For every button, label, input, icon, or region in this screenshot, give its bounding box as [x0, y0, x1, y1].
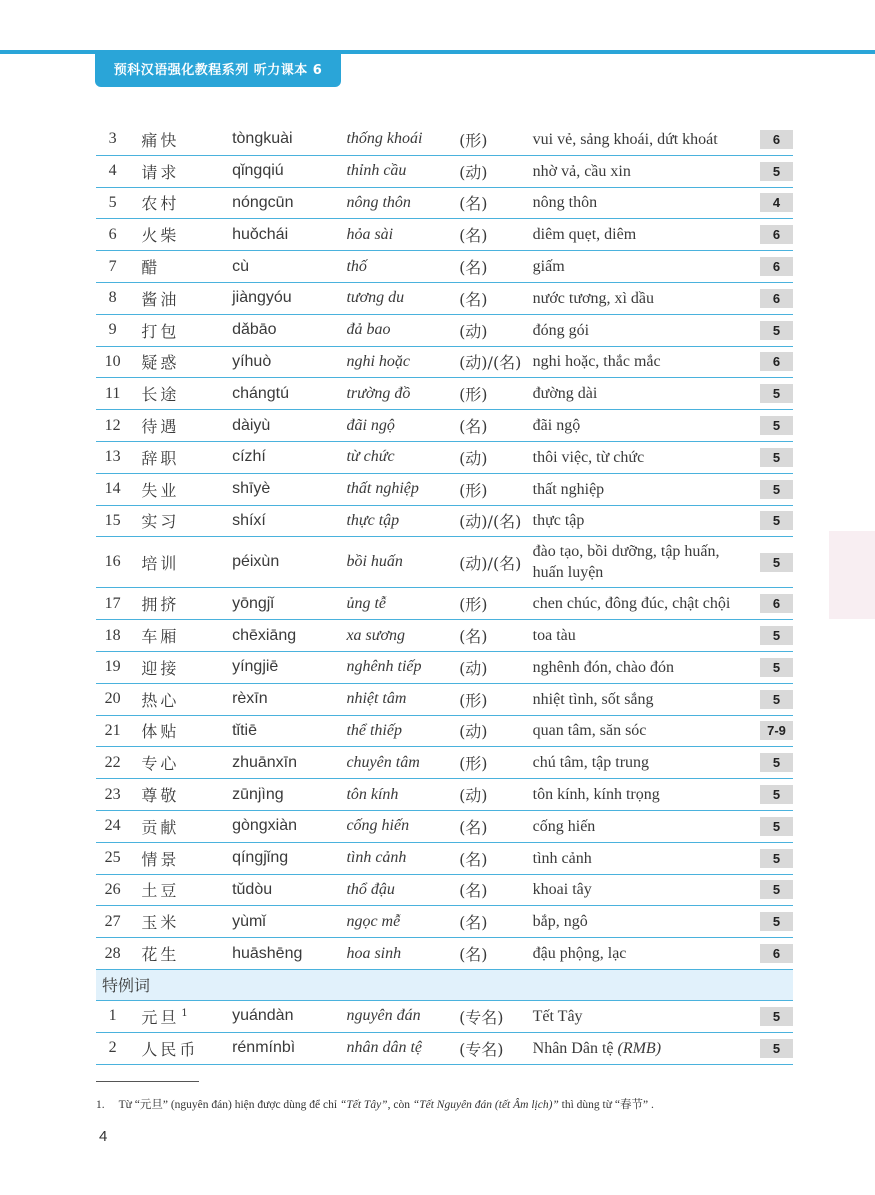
footnote-text-2: , còn: [387, 1099, 413, 1111]
part-of-speech: (形): [459, 124, 533, 155]
level-badge: 5: [760, 162, 793, 181]
meaning: vui vẻ, sảng khoái, dứt khoát: [533, 124, 749, 155]
pinyin: tǐtiē: [232, 715, 346, 747]
table-row: [96, 187, 793, 219]
level-cell: [748, 842, 793, 874]
meaning: tôn kính, kính trọng: [533, 779, 749, 811]
entry-number: 9: [96, 314, 129, 346]
section-title: 特例词: [96, 969, 793, 1000]
entry-number: 8: [96, 282, 129, 314]
entry-number: 19: [96, 651, 129, 683]
meaning: đãi ngộ: [533, 410, 749, 442]
meaning-italic: (RMB): [617, 1039, 662, 1057]
meaning: đóng gói: [533, 314, 749, 346]
pinyin: nóngcūn: [232, 187, 346, 219]
page-number: 4: [99, 1128, 108, 1145]
han-viet-reading: tôn kính: [346, 779, 459, 811]
level-cell: [748, 874, 793, 906]
level-badge: 7-9: [760, 721, 793, 740]
part-of-speech: (动): [459, 314, 533, 346]
level-cell: [748, 124, 793, 155]
entry-number: 3: [96, 124, 129, 155]
hanzi-cell: [129, 620, 232, 652]
hanzi-cell: [129, 1000, 232, 1032]
vocabulary-table: [96, 124, 793, 1065]
table-row: [96, 1000, 793, 1032]
hanzi-cell: [129, 505, 232, 537]
footnote-rule: [96, 1081, 199, 1082]
hanzi-cell: [129, 779, 232, 811]
meaning: nghi hoặc, thắc mắc: [533, 346, 749, 378]
hanzi-cell: [129, 187, 232, 219]
part-of-speech: (名): [459, 810, 533, 842]
table-row: [96, 715, 793, 747]
han-viet-reading: nông thôn: [346, 187, 459, 219]
hanzi: 疑惑: [141, 353, 180, 373]
entry-number: 20: [96, 683, 129, 715]
entry-number: 1: [96, 1000, 129, 1032]
level-badge: 5: [760, 817, 793, 836]
entry-number: 18: [96, 620, 129, 652]
part-of-speech: (名): [459, 938, 533, 970]
han-viet-reading: hỏa sài: [346, 219, 459, 251]
table-row: [96, 505, 793, 537]
entry-number: 24: [96, 810, 129, 842]
part-of-speech: (动): [459, 715, 533, 747]
meaning: thực tập: [533, 505, 749, 537]
hanzi-cell: [129, 683, 232, 715]
pinyin: gòngxiàn: [232, 810, 346, 842]
meaning: cống hiến: [533, 810, 749, 842]
hanzi-cell: [129, 251, 232, 283]
pinyin: yùmǐ: [232, 906, 346, 938]
hanzi-cell: [129, 715, 232, 747]
table-row: [96, 938, 793, 970]
level-cell: [748, 187, 793, 219]
level-cell: [748, 441, 793, 473]
part-of-speech: (动)/(名): [459, 505, 533, 537]
vocabulary-table-body: [96, 124, 793, 1064]
pinyin: jiàngyóu: [232, 282, 346, 314]
hanzi: 失业: [141, 480, 180, 500]
table-row: [96, 651, 793, 683]
level-cell: [748, 505, 793, 537]
level-badge: 6: [760, 289, 793, 308]
level-badge: 5: [760, 849, 793, 868]
table-row: [96, 779, 793, 811]
part-of-speech: (名): [459, 906, 533, 938]
pinyin: qǐngqiú: [232, 155, 346, 187]
entry-number: 26: [96, 874, 129, 906]
han-viet-reading: ủng tễ: [346, 588, 459, 620]
level-badge: 5: [760, 912, 793, 931]
pinyin: tǔdòu: [232, 874, 346, 906]
footnote: [96, 1096, 816, 1112]
level-cell: [748, 251, 793, 283]
hanzi-cell: [129, 219, 232, 251]
han-viet-reading: thỉnh cầu: [346, 155, 459, 187]
table-row: [96, 1032, 793, 1064]
hanzi-cell: [129, 410, 232, 442]
han-viet-reading: đãi ngộ: [346, 410, 459, 442]
level-badge: 5: [760, 1007, 793, 1026]
entry-number: 22: [96, 747, 129, 779]
meaning: diêm quẹt, diêm: [533, 219, 749, 251]
level-badge: 5: [760, 321, 793, 340]
part-of-speech: (动)/(名): [459, 537, 533, 588]
pinyin: shíxí: [232, 505, 346, 537]
hanzi: 请求: [141, 162, 180, 182]
hanzi: 花生: [141, 945, 180, 965]
pinyin: huāshēng: [232, 938, 346, 970]
hanzi: 体贴: [141, 722, 180, 742]
level-cell: [748, 314, 793, 346]
hanzi: 待遇: [141, 417, 180, 437]
table-row: [96, 441, 793, 473]
level-cell: [748, 651, 793, 683]
table-row: [96, 155, 793, 187]
part-of-speech: (形): [459, 683, 533, 715]
table-row: [96, 410, 793, 442]
footnote-reference: 1: [181, 1008, 188, 1020]
footnote-text-3: thì dùng từ “春节” .: [558, 1099, 654, 1111]
table-row: [96, 282, 793, 314]
table-row: [96, 810, 793, 842]
table-row: [96, 683, 793, 715]
han-viet-reading: bồi huấn: [346, 537, 459, 588]
entry-number: 6: [96, 219, 129, 251]
entry-number: 28: [96, 938, 129, 970]
side-tab: [829, 531, 875, 619]
level-cell: [748, 715, 793, 747]
pinyin: shīyè: [232, 473, 346, 505]
entry-number: 10: [96, 346, 129, 378]
pinyin: cízhí: [232, 441, 346, 473]
level-cell: [748, 155, 793, 187]
han-viet-reading: nguyên đán: [346, 1000, 459, 1032]
hanzi-cell: [129, 378, 232, 410]
footnote-italic-1: “Tết Tây”: [339, 1099, 388, 1111]
level-badge: 5: [760, 785, 793, 804]
level-badge: 5: [760, 658, 793, 677]
meaning: tình cảnh: [533, 842, 749, 874]
hanzi: 元旦: [141, 1007, 180, 1027]
part-of-speech: (名): [459, 874, 533, 906]
meaning: nước tương, xì dầu: [533, 282, 749, 314]
hanzi: 拥挤: [141, 595, 180, 615]
hanzi: 热心: [141, 690, 180, 710]
han-viet-reading: xa sương: [346, 620, 459, 652]
table-row: [96, 219, 793, 251]
pinyin: qíngjǐng: [232, 842, 346, 874]
level-badge: 5: [760, 448, 793, 467]
table-row: [96, 537, 793, 588]
level-cell: [748, 1032, 793, 1064]
table-row: [96, 378, 793, 410]
pinyin: huǒchái: [232, 219, 346, 251]
hanzi-cell: [129, 155, 232, 187]
footnote-text-1: Từ “元旦” (nguyên đán) hiện được dùng để chỉ: [118, 1099, 340, 1111]
meaning-text: Nhân Dân tệ: [532, 1039, 618, 1057]
hanzi: 贡献: [141, 817, 180, 837]
han-viet-reading: thể thiếp: [346, 715, 459, 747]
table-row: [96, 251, 793, 283]
pinyin: yōngjǐ: [232, 588, 346, 620]
part-of-speech: (名): [459, 251, 533, 283]
part-of-speech: (名): [459, 410, 533, 442]
entry-number: 2: [96, 1032, 129, 1064]
hanzi-cell: [129, 1032, 232, 1064]
meaning: thất nghiệp: [533, 473, 749, 505]
level-badge: 5: [760, 416, 793, 435]
hanzi-cell: [129, 651, 232, 683]
hanzi: 培训: [141, 553, 180, 573]
han-viet-reading: nhiệt tâm: [346, 683, 459, 715]
entry-number: 27: [96, 906, 129, 938]
level-cell: [748, 906, 793, 938]
hanzi: 实习: [141, 512, 180, 532]
pinyin: yíngjiē: [232, 651, 346, 683]
han-viet-reading: cống hiến: [346, 810, 459, 842]
han-viet-reading: nhân dân tệ: [346, 1032, 459, 1064]
level-cell: [748, 938, 793, 970]
level-cell: [748, 346, 793, 378]
pinyin: yíhuò: [232, 346, 346, 378]
pinyin: cù: [232, 251, 346, 283]
level-badge: 6: [760, 257, 793, 276]
pinyin: zhuānxīn: [232, 747, 346, 779]
hanzi-cell: [129, 747, 232, 779]
hanzi-cell: [129, 938, 232, 970]
level-badge: 6: [760, 130, 793, 149]
entry-number: 15: [96, 505, 129, 537]
level-cell: [748, 683, 793, 715]
pinyin: yuándàn: [232, 1000, 346, 1032]
han-viet-reading: từ chức: [346, 441, 459, 473]
hanzi-cell: [129, 588, 232, 620]
hanzi: 人民币: [141, 1039, 199, 1059]
header-banner: 预科汉语强化教程系列 听力课本 6: [95, 54, 341, 87]
hanzi-cell: [129, 906, 232, 938]
level-badge: 5: [760, 626, 793, 645]
level-badge: 6: [760, 594, 793, 613]
part-of-speech: (形): [459, 588, 533, 620]
part-of-speech: (名): [459, 219, 533, 251]
table-row: [96, 842, 793, 874]
hanzi: 辞职: [141, 448, 180, 468]
han-viet-reading: đả bao: [346, 314, 459, 346]
table-row: [96, 124, 793, 155]
part-of-speech: (名): [459, 282, 533, 314]
han-viet-reading: trường đồ: [346, 378, 459, 410]
level-cell: [748, 282, 793, 314]
meaning: khoai tây: [533, 874, 749, 906]
level-cell: [748, 747, 793, 779]
han-viet-reading: thố: [346, 251, 459, 283]
level-cell: [748, 219, 793, 251]
meaning: [533, 1032, 749, 1064]
hanzi-cell: [129, 842, 232, 874]
han-viet-reading: thất nghiệp: [346, 473, 459, 505]
table-row: [96, 473, 793, 505]
level-cell: [748, 473, 793, 505]
meaning: thôi việc, từ chức: [533, 441, 749, 473]
level-cell: [748, 410, 793, 442]
hanzi-cell: [129, 124, 232, 155]
hanzi-cell: [129, 537, 232, 588]
han-viet-reading: ngọc mễ: [346, 906, 459, 938]
pinyin: tòngkuài: [232, 124, 346, 155]
level-cell: [748, 588, 793, 620]
part-of-speech: (动)/(名): [459, 346, 533, 378]
hanzi: 长途: [141, 385, 180, 405]
hanzi: 迎接: [141, 658, 180, 678]
meaning: chú tâm, tập trung: [533, 747, 749, 779]
level-cell: [748, 779, 793, 811]
entry-number: 13: [96, 441, 129, 473]
entry-number: 16: [96, 537, 129, 588]
level-cell: [748, 620, 793, 652]
part-of-speech: (形): [459, 473, 533, 505]
meaning: giấm: [533, 251, 749, 283]
entry-number: 5: [96, 187, 129, 219]
hanzi: 火柴: [141, 226, 180, 246]
part-of-speech: (专名): [459, 1032, 533, 1064]
hanzi-cell: [129, 810, 232, 842]
han-viet-reading: chuyên tâm: [346, 747, 459, 779]
level-cell: [748, 810, 793, 842]
hanzi-cell: [129, 874, 232, 906]
entry-number: 7: [96, 251, 129, 283]
meaning: quan tâm, săn sóc: [533, 715, 749, 747]
level-badge: 5: [760, 690, 793, 709]
part-of-speech: (动): [459, 651, 533, 683]
meaning: đào tạo, bồi dưỡng, tập huấn, huấn luyện: [533, 537, 749, 588]
entry-number: 4: [96, 155, 129, 187]
hanzi: 醋: [141, 258, 161, 278]
level-badge: 5: [760, 480, 793, 499]
pinyin: rèxīn: [232, 683, 346, 715]
level-badge: 5: [760, 384, 793, 403]
part-of-speech: (形): [459, 378, 533, 410]
han-viet-reading: thống khoái: [346, 124, 459, 155]
part-of-speech: (名): [459, 187, 533, 219]
meaning: Tết Tây: [533, 1000, 749, 1032]
pinyin: chángtú: [232, 378, 346, 410]
part-of-speech: (动): [459, 779, 533, 811]
meaning: toa tàu: [533, 620, 749, 652]
hanzi-cell: [129, 282, 232, 314]
meaning: bắp, ngô: [533, 906, 749, 938]
meaning: nghênh đón, chào đón: [533, 651, 749, 683]
table-row: [96, 874, 793, 906]
level-badge: 6: [760, 352, 793, 371]
han-viet-reading: tương du: [346, 282, 459, 314]
level-cell: [748, 1000, 793, 1032]
pinyin: dàiyù: [232, 410, 346, 442]
han-viet-reading: hoa sinh: [346, 938, 459, 970]
part-of-speech: (形): [459, 747, 533, 779]
meaning: đậu phộng, lạc: [533, 938, 749, 970]
part-of-speech: (名): [459, 620, 533, 652]
pinyin: chēxiāng: [232, 620, 346, 652]
level-badge: 5: [760, 753, 793, 772]
table-row: [96, 906, 793, 938]
hanzi-cell: [129, 473, 232, 505]
han-viet-reading: thực tập: [346, 505, 459, 537]
hanzi: 痛快: [141, 130, 180, 150]
part-of-speech: (专名): [459, 1000, 533, 1032]
level-badge: 6: [760, 944, 793, 963]
hanzi: 车厢: [141, 627, 180, 647]
han-viet-reading: nghênh tiếp: [346, 651, 459, 683]
level-cell: [748, 537, 793, 588]
meaning: nhờ vả, cầu xin: [533, 155, 749, 187]
level-badge: 4: [760, 193, 793, 212]
hanzi: 打包: [141, 321, 180, 341]
level-badge: 5: [760, 553, 793, 572]
entry-number: 14: [96, 473, 129, 505]
meaning: đường dài: [533, 378, 749, 410]
hanzi: 酱油: [141, 289, 180, 309]
entry-number: 11: [96, 378, 129, 410]
hanzi-cell: [129, 346, 232, 378]
han-viet-reading: tình cảnh: [346, 842, 459, 874]
table-row: [96, 314, 793, 346]
table-row: [96, 620, 793, 652]
table-row: [96, 588, 793, 620]
entry-number: 23: [96, 779, 129, 811]
section-header-row: [96, 969, 793, 1000]
pinyin: zūnjìng: [232, 779, 346, 811]
entry-number: 21: [96, 715, 129, 747]
hanzi: 农村: [141, 194, 180, 214]
part-of-speech: (动): [459, 155, 533, 187]
footnote-italic-2: “Tết Nguyên đán (tết Âm lịch)”: [412, 1099, 559, 1111]
hanzi: 情景: [141, 849, 180, 869]
level-badge: 5: [760, 1039, 793, 1058]
han-viet-reading: thổ đậu: [346, 874, 459, 906]
level-badge: 6: [760, 225, 793, 244]
entry-number: 17: [96, 588, 129, 620]
meaning: nhiệt tình, sốt sắng: [533, 683, 749, 715]
hanzi: 专心: [141, 754, 180, 774]
level-badge: 5: [760, 511, 793, 530]
level-badge: 5: [760, 880, 793, 899]
entry-number: 12: [96, 410, 129, 442]
hanzi: 尊敬: [141, 786, 180, 806]
entry-number: 25: [96, 842, 129, 874]
meaning: nông thôn: [533, 187, 749, 219]
pinyin: rénmínbì: [232, 1032, 346, 1064]
table-row: [96, 346, 793, 378]
pinyin: dǎbāo: [232, 314, 346, 346]
table-row: [96, 747, 793, 779]
part-of-speech: (动): [459, 441, 533, 473]
meaning: chen chúc, đông đúc, chật chội: [533, 588, 749, 620]
pinyin: péixùn: [232, 537, 346, 588]
hanzi: 玉米: [141, 913, 180, 933]
hanzi: 土豆: [141, 881, 180, 901]
han-viet-reading: nghi hoặc: [346, 346, 459, 378]
part-of-speech: (名): [459, 842, 533, 874]
level-cell: [748, 378, 793, 410]
hanzi-cell: [129, 314, 232, 346]
footnote-number: 1.: [96, 1099, 105, 1111]
hanzi-cell: [129, 441, 232, 473]
